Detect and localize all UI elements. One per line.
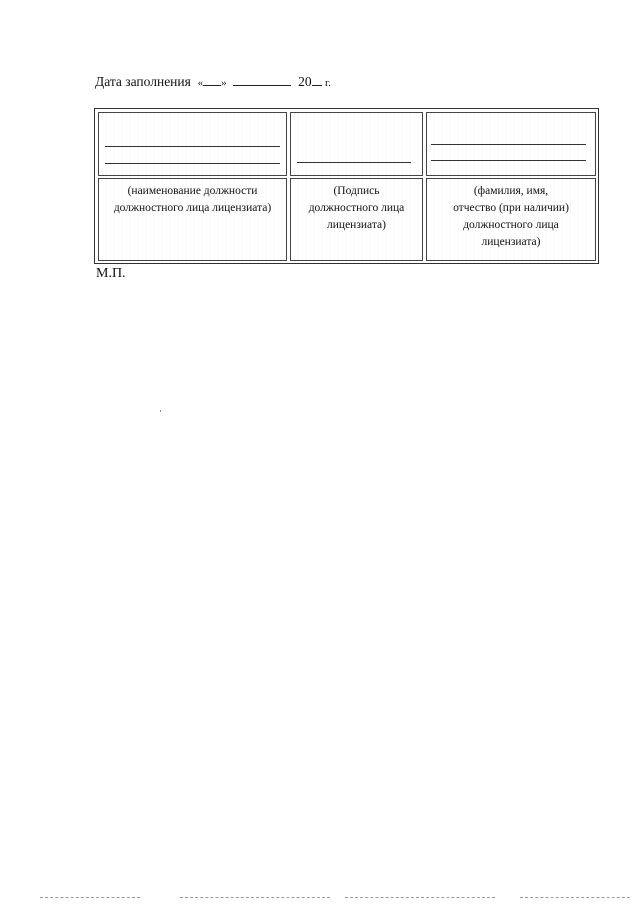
caption-line: должностного лица — [308, 202, 405, 214]
scan-edge-mark — [520, 897, 630, 898]
signature-caption — [291, 183, 422, 234]
year-prefix: 20 — [298, 74, 312, 89]
day-open-quote: « — [197, 77, 204, 89]
scan-speck — [160, 410, 161, 412]
month-blank[interactable] — [233, 74, 291, 86]
scan-edge-mark — [345, 897, 495, 898]
name-caption-cell — [426, 178, 596, 261]
stamp-place-label: М.П. — [96, 266, 126, 281]
scan-edge-mark — [180, 897, 330, 898]
signature-line — [297, 162, 411, 163]
scan-edge-mark — [40, 897, 140, 898]
day-blank[interactable] — [203, 74, 221, 86]
fill-date-label: Дата заполнения — [95, 74, 191, 89]
caption-line: отчество (при наличии) — [453, 202, 569, 214]
position-line-1 — [105, 146, 280, 147]
name-line-2 — [431, 160, 586, 161]
name-caption — [427, 183, 595, 251]
position-caption — [99, 183, 286, 217]
signature-caption-cell — [290, 178, 423, 261]
caption-line: (наименование должности — [127, 185, 258, 197]
caption-line: (Подпись — [333, 185, 380, 197]
day-close-quote: » — [221, 77, 227, 89]
year-suffix: г. — [324, 77, 331, 89]
signature-table — [94, 108, 599, 264]
name-entry-cell[interactable] — [426, 112, 596, 176]
name-line-1 — [431, 144, 586, 145]
caption-line: лицензиата) — [327, 219, 386, 231]
position-line-2 — [105, 163, 280, 164]
caption-line: лицензиата) — [481, 236, 541, 248]
year-blank[interactable] — [312, 74, 322, 86]
signature-entry-cell[interactable] — [290, 112, 423, 176]
position-entry-cell[interactable] — [98, 112, 287, 176]
caption-line: должностного лица — [463, 219, 559, 231]
position-caption-cell — [98, 178, 287, 261]
caption-line: (фамилия, имя, — [473, 185, 549, 197]
caption-line: должностного лица лицензиата) — [113, 202, 272, 214]
fill-date-line — [95, 74, 331, 90]
